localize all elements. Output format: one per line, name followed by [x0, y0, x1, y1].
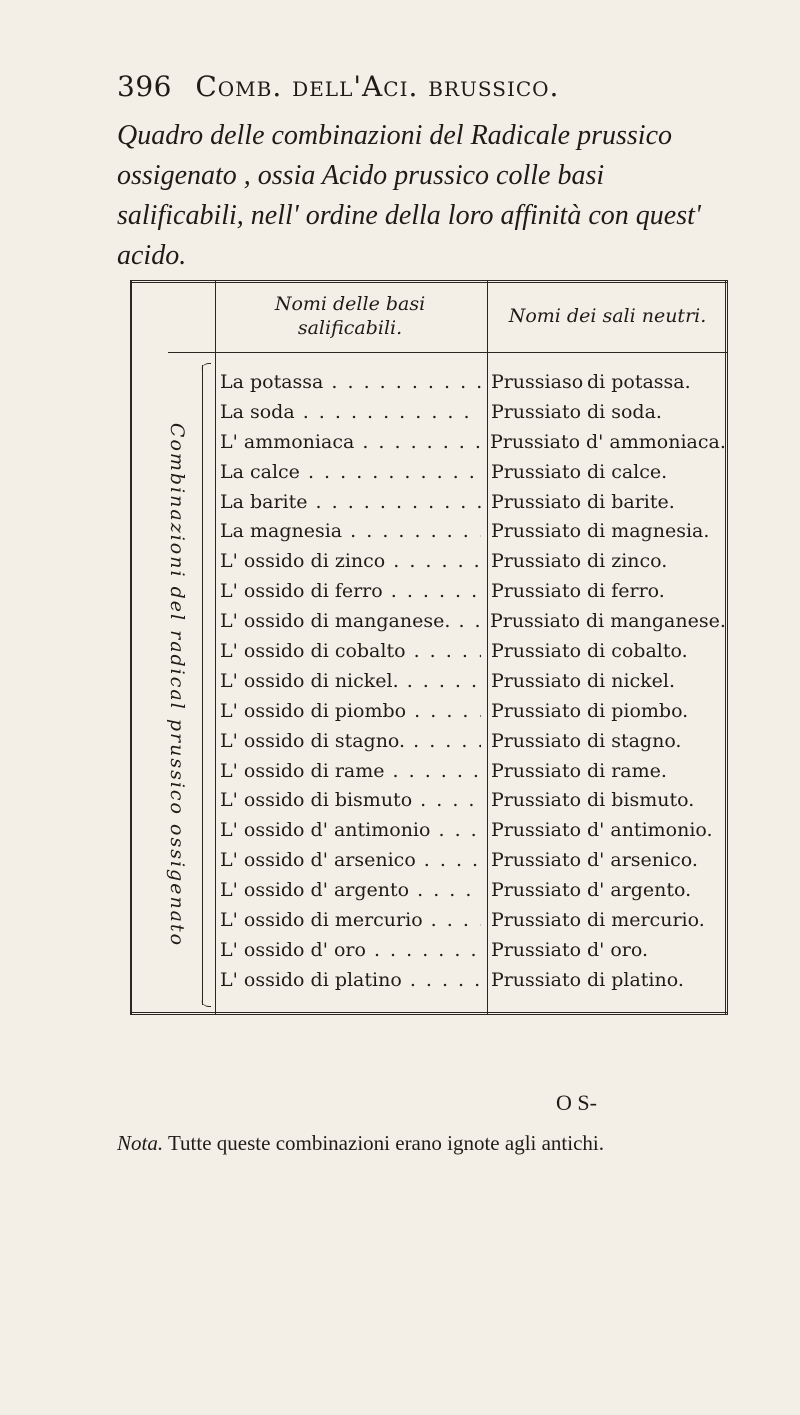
salt-suffix: di platino.: [586, 968, 684, 991]
base-name: L' ossido di rame . . .: [220, 760, 481, 782]
salt-name: [481, 700, 720, 722]
base-name: L' ossido di bismuto . . .: [220, 789, 481, 811]
salt-word: Prussiato: [490, 729, 582, 752]
page-number: 396: [117, 70, 172, 103]
table-row: [220, 457, 720, 487]
salt-word: Prussiato: [490, 580, 582, 603]
base-name: La soda . . .: [220, 401, 481, 423]
salt-word: Prussiato: [490, 639, 582, 662]
table-header-rule: [168, 352, 728, 353]
table-top-rule: [130, 280, 728, 283]
table-row: [220, 875, 720, 905]
table-column-divider-left: [215, 280, 216, 1015]
salt-suffix: di rame.: [586, 759, 667, 782]
combinations-table: [130, 280, 728, 1015]
salt-suffix: di manganese.: [586, 610, 726, 633]
salt-suffix: di barite.: [586, 490, 675, 513]
salt-suffix: d' antimonio.: [586, 819, 713, 842]
salt-name: [480, 610, 726, 633]
base-name: L' ossido di cobalto . . .: [220, 640, 481, 662]
salt-word: Prussiaso: [490, 370, 584, 393]
salt-name: [481, 461, 720, 483]
salt-suffix: d' argento.: [586, 879, 692, 902]
base-name: L' ossido di manganese. . . .: [220, 610, 480, 632]
salt-name: [481, 760, 720, 782]
salt-name: [481, 580, 720, 602]
salt-suffix: di stagno.: [586, 729, 682, 752]
salt-word: Prussiato: [490, 968, 582, 991]
base-name: L' ossido di ferro . . .: [220, 580, 481, 602]
table-row: [220, 636, 720, 666]
base-name: L' ossido di nickel. . . .: [220, 670, 481, 692]
base-name: La potassa . . .: [220, 371, 481, 393]
base-name: L' ossido di stagno. . . .: [220, 730, 481, 752]
salt-word: Prussiato: [490, 550, 582, 573]
salt-word: Prussiato: [490, 879, 582, 902]
table-left-border: [130, 280, 132, 1015]
base-name: L' ossido d' argento . . .: [220, 879, 481, 901]
footnote-label: Nota.: [117, 1131, 164, 1155]
salt-suffix: di potassa.: [586, 370, 691, 393]
salt-suffix: d' oro.: [586, 938, 649, 961]
salt-name: [481, 520, 720, 542]
base-name: La calce . . .: [220, 461, 481, 483]
table-row: [220, 785, 720, 815]
base-name: L' ossido d' arsenico . . .: [220, 849, 481, 871]
base-name: L' ossido di piombo . . .: [220, 700, 481, 722]
table-row: [220, 845, 720, 875]
table-row: [220, 666, 720, 696]
side-label-text: Combinazioni del radical prussico ossigenato: [166, 422, 188, 948]
base-name: L' ossido di zinco . . .: [220, 550, 481, 572]
table-right-border: [725, 280, 728, 1015]
table-row: [220, 576, 720, 606]
catchword: O S-: [556, 1090, 597, 1115]
base-name: L' ossido di mercurio . . .: [220, 909, 481, 931]
base-name: La magnesia . . .: [220, 520, 481, 542]
page-header: [117, 70, 677, 103]
table-row: [220, 815, 720, 845]
table-row: [220, 427, 726, 457]
salt-suffix: di zinco.: [586, 550, 668, 573]
salt-suffix: di piombo.: [586, 699, 689, 722]
table-row: [220, 367, 720, 397]
table-row: [220, 905, 720, 935]
salt-word: Prussiato: [490, 430, 581, 453]
table-row: [220, 965, 720, 995]
salt-name: [481, 969, 720, 991]
salt-name: [481, 819, 720, 841]
base-name: L' ammoniaca . . .: [220, 431, 480, 453]
running-title: Comb. dell'Aci. brussico.: [195, 70, 560, 103]
salt-name: [481, 939, 720, 961]
salt-name: [481, 909, 720, 931]
salt-name: [481, 879, 720, 901]
side-label: [152, 365, 202, 1005]
salt-suffix: d' ammoniaca.: [586, 430, 726, 453]
salt-name: [481, 849, 720, 871]
salt-name: [481, 550, 720, 572]
table-bottom-rule: [130, 1012, 728, 1015]
salt-word: Prussiato: [490, 490, 582, 513]
salt-word: Prussiato: [490, 610, 581, 633]
footnote: [117, 1128, 717, 1158]
salt-suffix: di nickel.: [586, 669, 676, 692]
salt-word: Prussiato: [490, 400, 582, 423]
salt-name: [481, 371, 720, 393]
salt-word: Prussiato: [490, 759, 582, 782]
base-name: L' ossido d' oro . . .: [220, 939, 481, 961]
table-row: [220, 726, 720, 756]
salt-word: Prussiato: [490, 699, 582, 722]
table-caption: Quadro delle combinazioni del Radicale prussico ossigenato , ossia Acido prussico colle basi salificabili, nell' ordine della loro affinità con quest' acido.: [117, 120, 701, 271]
salt-suffix: di bismuto.: [586, 789, 695, 812]
salt-suffix: di magnesia.: [586, 520, 710, 543]
salt-suffix: di mercurio.: [586, 908, 705, 931]
table-row: [220, 516, 720, 546]
table-row: [220, 487, 720, 517]
salt-name: [481, 730, 720, 752]
salt-word: Prussiato: [490, 520, 582, 543]
salt-suffix: di soda.: [586, 400, 662, 423]
table-row: [220, 397, 720, 427]
salt-suffix: di cobalto.: [586, 639, 688, 662]
base-name: La barite . . .: [220, 491, 481, 513]
salt-word: Prussiato: [490, 460, 582, 483]
table-row: [220, 756, 720, 786]
salt-word: Prussiato: [490, 938, 582, 961]
table-row: [220, 546, 720, 576]
table-row: [220, 606, 726, 636]
salt-name: [481, 670, 720, 692]
salt-word: Prussiato: [490, 819, 582, 842]
brace-icon: [202, 365, 215, 1005]
salt-word: Prussiato: [490, 849, 582, 872]
salt-name: [481, 401, 720, 423]
table-row: [220, 935, 720, 965]
salt-suffix: di calce.: [586, 460, 668, 483]
salt-name: [480, 430, 726, 453]
salt-name: [481, 640, 720, 662]
salt-name: [481, 491, 720, 513]
column-header-salts: Nomi dei sali neutri.: [508, 305, 707, 327]
salt-suffix: di ferro.: [586, 580, 665, 603]
table-body: [220, 367, 726, 995]
salt-suffix: d' arsenico.: [586, 849, 698, 872]
base-name: L' ossido d' antimonio . . .: [220, 819, 481, 841]
column-header-bases: Nomi delle basi salificabili.: [274, 293, 426, 339]
salt-word: Prussiato: [490, 669, 582, 692]
table-row: [220, 696, 720, 726]
salt-word: Prussiato: [490, 908, 582, 931]
salt-name: [481, 789, 720, 811]
footnote-text: Tutte queste combinazioni erano ignote agli antichi.: [167, 1131, 605, 1155]
base-name: L' ossido di platino . . .: [220, 969, 481, 991]
salt-word: Prussiato: [490, 789, 582, 812]
